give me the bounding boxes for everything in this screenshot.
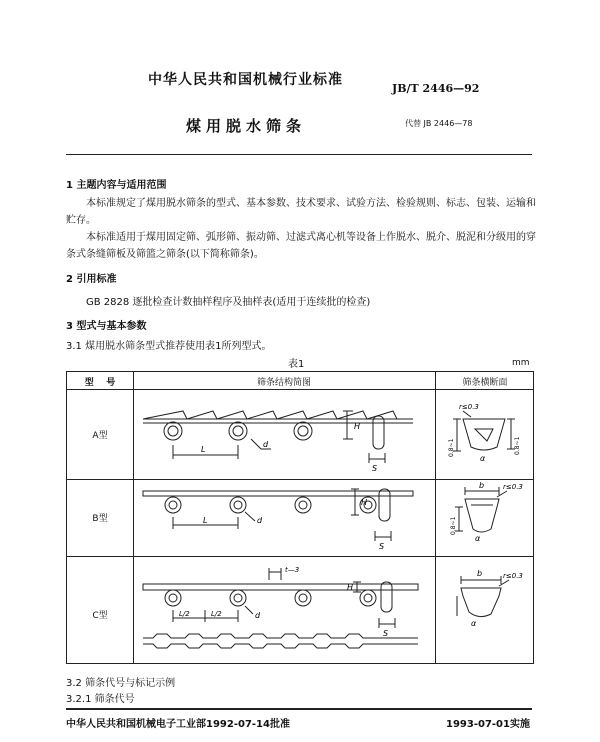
header-cross-section: 筛条横断面 — [462, 378, 508, 388]
radius-c: r≤0.3 — [503, 572, 523, 580]
a-type-cross-section — [435, 389, 535, 479]
b-type-cross-section — [435, 479, 535, 556]
footer-rule — [66, 708, 532, 710]
radius-a: r≤0.3 — [459, 403, 479, 411]
document-title: 煤用脱水筛条 — [186, 117, 307, 135]
dim-d-b: d — [257, 516, 263, 525]
angle-c: α — [471, 619, 477, 628]
b-type-diagram — [133, 479, 435, 556]
angle-a: α — [480, 454, 486, 463]
reference-gb2828: GB 2828 逐批检查计数抽样程序及抽样表(适用于连续批的检查) — [86, 297, 371, 308]
replaces-note: 代替 JB 2446—78 — [405, 119, 473, 128]
section-3-2: 3.2 筛条代号与标记示例 — [66, 678, 176, 689]
a-type-diagram — [133, 389, 435, 479]
dim-d-c: d — [255, 611, 261, 620]
dim-h-b: H — [361, 498, 368, 507]
dim-s-a: S — [372, 464, 378, 473]
section-1-paragraph-1: 本标准规定了煤用脱水筛条的型式、基本参数、技术要求、试验方法、检验规则、标志、包装、运输和贮存。 — [66, 198, 536, 226]
dim-d-a: d — [263, 440, 269, 449]
c-type-diagram — [133, 556, 435, 665]
table-caption: 表1 — [288, 359, 305, 370]
section-1-title: 1 主题内容与适用范围 — [66, 180, 167, 191]
dim-l-a: L — [201, 445, 206, 454]
dim-t-minus-3: t—3 — [285, 566, 300, 574]
header-rule — [66, 154, 532, 155]
row-type-a: A型 — [92, 431, 108, 441]
dim-s-b: S — [379, 542, 385, 551]
dim-h-c: H — [347, 583, 354, 592]
angle-b: α — [475, 534, 481, 543]
table-unit: mm — [512, 358, 530, 368]
dim-half-l-1: L/2 — [179, 610, 190, 618]
dim-s-c: S — [383, 629, 389, 638]
dim-half-l-2: L/2 — [211, 610, 222, 618]
radius-b: r≤0.3 — [503, 483, 523, 491]
dim-h-a: H — [354, 422, 361, 431]
section-2-title: 2 引用标准 — [66, 274, 117, 285]
height-a-1: 0.8~1 — [448, 438, 455, 457]
section-1-paragraph-2: 本标准适用于煤用固定筛、弧形筛、振动筛、过滤式离心机等设备上作脱水、脱介、脱泥和分级用的穿条式条缝筛板及筛篮之筛条(以下简称筛条)。 — [66, 232, 536, 260]
section-3-1: 3.1 煤用脱水筛条型式推荐使用表1所列型式。 — [66, 341, 272, 352]
height-b: 0.8~1 — [450, 516, 457, 535]
dim-l-b: L — [203, 516, 208, 525]
issuer-approval: 中华人民共和国机械电子工业部1992-07-14批准 — [66, 719, 290, 730]
height-a-2: 0.8~1 — [514, 436, 521, 455]
section-3-2-1: 3.2.1 筛条代号 — [66, 694, 135, 705]
row-type-b: B型 — [92, 514, 108, 524]
standard-number: JB/T 2446—92 — [392, 82, 480, 95]
header-type: 型 号 — [84, 378, 116, 388]
row-type-c: C型 — [92, 611, 108, 621]
c-type-cross-section — [435, 556, 535, 665]
dim-b-c: b — [477, 569, 483, 578]
header-diagram: 筛条结构简图 — [256, 378, 311, 388]
section-3-title: 3 型式与基本参数 — [66, 321, 147, 332]
org-title: 中华人民共和国机械行业标准 — [148, 72, 343, 88]
effective-date: 1993-07-01实施 — [446, 719, 530, 730]
dim-b-b: b — [479, 481, 485, 490]
table-1 — [66, 371, 534, 664]
